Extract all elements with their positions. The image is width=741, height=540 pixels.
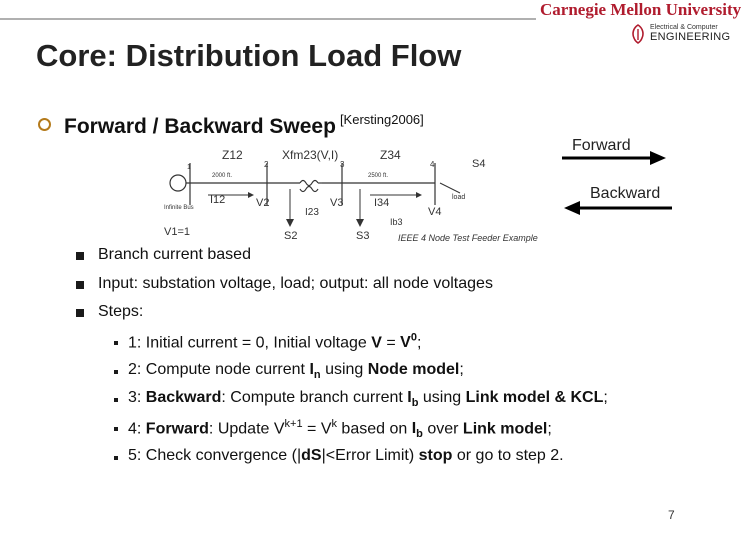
square-bullet-icon: [76, 252, 84, 260]
label-z12: Z12: [222, 148, 243, 162]
forward-label: Forward: [572, 137, 631, 154]
label-ib3: Ib3: [390, 217, 403, 227]
square-bullet-icon: [76, 309, 84, 317]
department-line2: ENGINEERING: [650, 31, 731, 43]
label-load: load: [452, 194, 466, 201]
source-circle: [170, 175, 186, 191]
label-v3: V3: [330, 197, 344, 209]
label-xfm: Xfm23(V,I): [282, 148, 339, 162]
header-rule: [0, 18, 536, 20]
dot-bullet-icon: [114, 341, 118, 345]
label-z34: Z34: [380, 148, 401, 162]
transformer-icon: [300, 181, 322, 192]
label-len34: 2500 ft.: [368, 173, 389, 179]
citation: [Kersting2006]: [339, 112, 424, 127]
label-node2: 2: [264, 160, 269, 169]
ece-logo-icon: [630, 24, 646, 44]
circle-bullet-icon: [38, 118, 51, 131]
main-bullet: [64, 112, 424, 139]
main-bullet-text: Forward / Backward Sweep: [64, 115, 336, 138]
label-s2: S2: [284, 230, 298, 242]
label-i12: I12: [210, 194, 226, 206]
label-vsrc: V1=1: [164, 226, 190, 238]
backward-arrow-icon: [564, 201, 672, 215]
label-v4: V4: [428, 206, 442, 218]
label-node3: 3: [340, 160, 345, 169]
backward-label: Backward: [590, 185, 661, 202]
page-number: 7: [668, 508, 675, 522]
label-node1: 1: [187, 164, 191, 171]
label-node4: 4: [430, 160, 435, 169]
label-s3: S3: [356, 230, 370, 242]
dot-bullet-icon: [114, 456, 118, 460]
diagram-caption: IEEE 4 Node Test Feeder Example: [398, 233, 538, 243]
feeder-diagram: [160, 143, 580, 243]
dot-bullet-icon: [114, 427, 118, 431]
department-logo: [630, 22, 731, 46]
label-i34: I34: [374, 197, 390, 209]
university-logo: Carnegie Mellon University: [540, 0, 741, 19]
dot-bullet-icon: [114, 398, 118, 402]
square-bullet-icon: [76, 281, 84, 289]
department-line1: Electrical & Computer: [650, 24, 718, 31]
dot-bullet-icon: [114, 370, 118, 374]
label-s4: S4: [472, 158, 486, 170]
label-v2: V2: [256, 197, 270, 209]
label-i23: I23: [305, 207, 319, 218]
slide-title: Core: Distribution Load Flow: [36, 38, 462, 73]
label-len12: 2000 ft.: [212, 173, 233, 179]
label-infinite-bus: Infinite Bus: [164, 205, 194, 211]
